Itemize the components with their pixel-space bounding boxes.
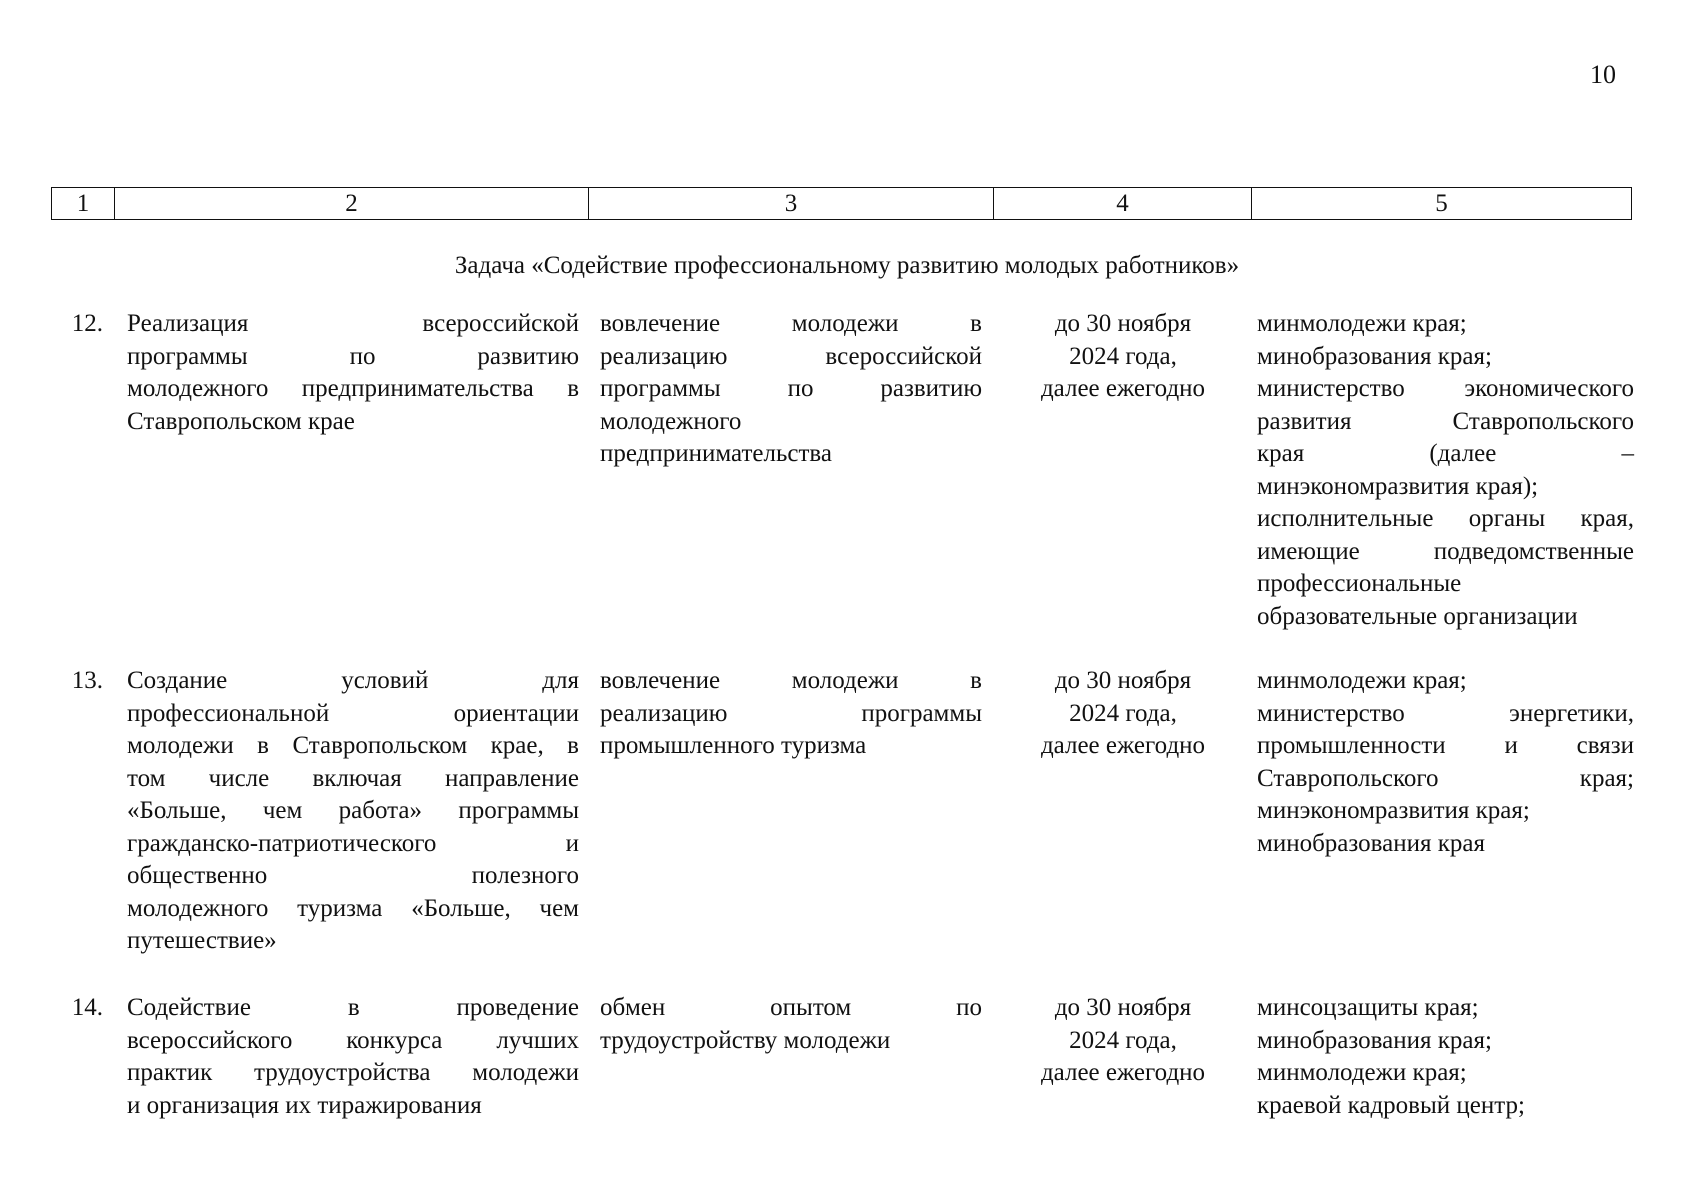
deadline	[1002, 665, 1244, 763]
text-line: практик трудоустройства молодежи	[127, 1059, 579, 1086]
text-line: минобразования края;	[1257, 1026, 1492, 1054]
text-line: минсоцзащиты края;	[1257, 994, 1479, 1021]
text-line: минобразования края	[1257, 829, 1485, 857]
text-line: образовательные организации	[1257, 602, 1578, 630]
text-line: вовлечение молодежи в	[600, 667, 982, 694]
row-number: 13.	[71, 667, 103, 694]
activity-name	[127, 308, 579, 438]
row-number: 12.	[71, 310, 103, 337]
text-line: предпринимательства	[600, 440, 832, 467]
deadline-line: 2024 года,	[1069, 342, 1177, 370]
deadline	[1002, 992, 1244, 1090]
deadline-line: до 30 ноября	[1054, 310, 1192, 337]
text-line: молодежного туризма «Больше, чем	[127, 894, 579, 922]
deadline-line: 2024 года,	[1069, 699, 1177, 727]
expected-result	[600, 992, 982, 1057]
deadline-line: далее ежегодно	[1040, 1059, 1206, 1086]
text-line: том числе включая направление	[127, 764, 579, 792]
activity-name	[127, 665, 579, 958]
text-line: министерство экономического	[1257, 375, 1634, 402]
header-col-1: 1	[52, 188, 115, 220]
text-line: исполнительные органы края,	[1257, 505, 1634, 532]
activity-name	[127, 992, 579, 1122]
header-col-3: 3	[589, 188, 994, 220]
text-line: и организация их тиражирования	[127, 1091, 482, 1119]
text-line: вовлечение молодежи в	[600, 310, 982, 337]
text-line: гражданско-патриотического и	[127, 829, 579, 857]
task-title: Задача «Содействие профессиональному развитию молодых работников»	[454, 252, 1240, 279]
text-line: трудоустройству молодежи	[600, 1026, 891, 1054]
text-line: минмолодежи края;	[1257, 1059, 1467, 1086]
text-line: развития Ставропольского	[1257, 407, 1634, 435]
text-line: промышленности и связи	[1257, 732, 1634, 759]
expected-result	[600, 665, 982, 763]
deadline-line: далее ежегодно	[1040, 732, 1206, 759]
header-col-2: 2	[115, 188, 589, 220]
deadline-line: 2024 года,	[1069, 1026, 1177, 1054]
text-line: Ставропольского края;	[1257, 764, 1634, 792]
text-line: реализацию всероссийской	[600, 342, 982, 370]
text-line: всероссийского конкурса лучших	[127, 1026, 579, 1054]
text-line: краевой кадровый центр;	[1257, 1091, 1525, 1119]
text-line: реализацию программы	[600, 699, 982, 727]
header-col-5: 5	[1252, 188, 1632, 220]
text-line: министерство энергетики,	[1257, 699, 1634, 727]
text-line: общественно полезного	[127, 862, 579, 889]
text-line: имеющие подведомственные	[1257, 537, 1634, 565]
text-line: минмолодежи края;	[1257, 310, 1467, 337]
responsible-executors	[1257, 308, 1634, 633]
text-line: минэкономразвития края;	[1257, 797, 1530, 824]
text-line: путешествие»	[127, 927, 277, 954]
text-line: профессиональные	[1257, 570, 1462, 597]
deadline-line: до 30 ноября	[1054, 994, 1192, 1021]
text-line: края (далее –	[1257, 440, 1634, 467]
responsible-executors	[1257, 665, 1634, 860]
text-line: Содействие в проведение	[127, 994, 579, 1021]
deadline	[1002, 308, 1244, 406]
text-line: «Больше, чем работа» программы	[127, 797, 579, 824]
column-number-header	[51, 187, 1632, 220]
header-col-4: 4	[994, 188, 1252, 220]
responsible-executors	[1257, 992, 1634, 1122]
text-line: молодежи в Ставропольском крае, в	[127, 732, 579, 759]
row-number: 14.	[71, 994, 103, 1021]
text-line: обмен опытом по	[600, 994, 982, 1021]
text-line: молодежного предпринимательства в	[127, 375, 579, 402]
text-line: профессиональной ориентации	[127, 699, 579, 727]
expected-result	[600, 308, 982, 471]
text-line: минэкономразвития края);	[1257, 472, 1539, 500]
text-line: Ставропольском крае	[127, 407, 355, 435]
text-line: минобразования края;	[1257, 342, 1492, 370]
page-number: 10	[1590, 60, 1616, 89]
deadline-line: далее ежегодно	[1040, 375, 1206, 402]
text-line: Создание условий для	[127, 667, 579, 694]
text-line: программы по развитию	[127, 342, 579, 370]
text-line: Реализация всероссийской	[127, 310, 579, 337]
text-line: минмолодежи края;	[1257, 667, 1467, 694]
text-line: промышленного туризма	[600, 732, 867, 759]
text-line: программы по развитию	[600, 375, 982, 402]
deadline-line: до 30 ноября	[1054, 667, 1192, 694]
text-line: молодежного	[600, 407, 742, 435]
